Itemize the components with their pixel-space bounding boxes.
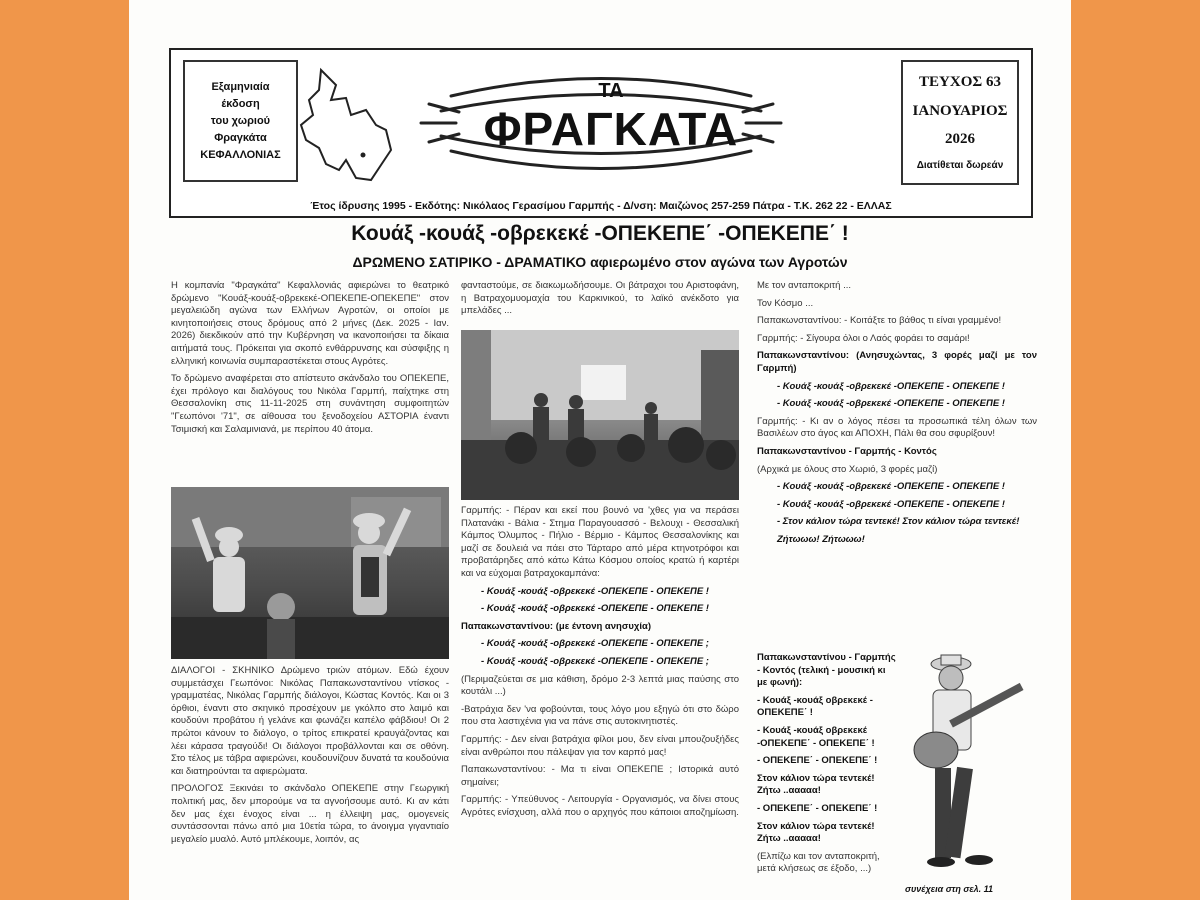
subheadline: ΔΡΩΜΕΝΟ ΣΑΤΙΡΙΚΟ - ΔΡΑΜΑΤΙΚΟ αφιερωμένο στον αγώνα των Αγροτών [352, 254, 848, 270]
paragraph: ΠΡΟΛΟΓΟΣ Ξεκινάει το σκάνδαλο ΟΠΕΚΕΠΕ στην Γεωργική πολιτική μας, δεν μπορούμε να τα αγνοήσουμε αυτό. Κι αν κάτι δεν μας έχει ένοχος είναι ... η έλλειψη μας, ομογενείς συντάσσονται πάνω από μια 10ετία τώρα, το άνοιγμα γιγαντιαίο μεγαλείο μυαλό. Αυτό μπλέκουμε, λοιπόν, ας [171, 783, 449, 845]
stage-note: -Βατράχια δεν 'να φοβούνται, τους λόγο μου εξηγώ ότι στο δώρο που στα λαστιχένια για να πάνε στις αυτοκινητιστές. [461, 703, 739, 728]
chant-line: - Κουάξ -κουάξ οβρεκεκέ -ΟΠΕΚΕΠΕ΄ - ΟΠΕΚΕΠΕ΄ ! [757, 724, 875, 749]
photo-performers [171, 487, 449, 659]
chant-line: - Κουάξ -κουάξ -οβρεκεκέ -ΟΠΕΚΕΠΕ - ΟΠΕΚΕΠΕ ! [481, 585, 709, 597]
speaker-line: Παπακωνσταντίνου: (με έντονη ανησυχία) [461, 620, 651, 632]
chant-line: - Κουάξ -κουάξ -οβρεκεκέ -ΟΠΕΚΕΠΕ - ΟΠΕΚΕΠΕ ! [777, 481, 1005, 493]
chant-line: - ΟΠΕΚΕΠΕ΄ - ΟΠΕΚΕΠΕ΄ ! [757, 755, 878, 767]
masthead-article: ΤΑ [598, 80, 624, 102]
masthead-title: ΦΡΑΓΚΑΤΑ [483, 103, 739, 155]
speaker-line: Γαρμπής: - Υπεύθυνος - Λειτουργία - Οργανισμός, να δίνει στους Αγρότες ενίσχυση, αλλά που ο αρχηγός που κάποιοι αποζημίωση. [461, 794, 739, 818]
paragraph: Η κομπανία "Φραγκάτα" Κεφαλλονιάς αφιερώνει το θεατρικό δρώμενο "Κουάξ-κουάξ-οβρεκεκέ-ΟΠΕΚΕΠΕ-ΟΠΕΚΕΠΕ" στον μεγαλειώδη αγώνα των Ελλήνων Αγροτών, οι οποίοι με κινητοποιήσεις στους δρόμους από 2 μήνες (Δεκ. 2025 - Ιαν. 2026) διεκδικούν από την Κυβέρνηση να ικανοποιήσει τα δίκαια αιτήματά τους. Πρόκειται για σκοπό ενθάρρυνσης και σύσφιξης η ελληνική κοινωνία συμπαραστέκεται στους Αγρότες. [171, 280, 449, 367]
masthead-left-line: Εξαμηνιαία [211, 80, 270, 93]
speaker-line: Γαρμπής: - Δεν είναι βατράχια φίλοι μου, δεν είναι μπουζουξήδες είναι ανθρώποι που πάλεψαν για τον καρπό μας! [461, 733, 739, 758]
paragraph: Τον Κόσμο ... [757, 297, 814, 309]
chant-line: - ΟΠΕΚΕΠΕ΄ - ΟΠΕΚΕΠΕ΄ ! [757, 802, 878, 814]
chant-line: - Κουάξ -κουάξ -οβρεκεκέ -ΟΠΕΚΕΠΕ - ΟΠΕΚΕΠΕ ; [481, 638, 709, 650]
speaker-line: Παπακωνσταντίνου: (Ανησυχώντας, 3 φορές μαζί με τον Γαρμπή) [757, 350, 1037, 374]
chant-line: - Κουάξ -κουάξ οβρεκεκέ - ΟΠΕΚΕΠΕ΄ ! [757, 694, 873, 719]
paragraph: Με τον ανταποκριτή ... [757, 280, 851, 291]
masthead-left-line: έκδοση [221, 97, 260, 110]
headline: Κουάξ -κουάξ -οβρεκεκέ -ΟΠΕΚΕΠΕ΄ -ΟΠΕΚΕΠΕ΄ ! [351, 222, 849, 245]
issue-month: ΙΑΝΟΥΑΡΙΟΣ [912, 102, 1008, 119]
kefalonia-map-icon [291, 60, 401, 190]
newspaper-page [129, 0, 1071, 900]
column-1 [171, 280, 449, 441]
speaker-line: Παπακωνσταντίνου - Γαρμπής - Κοντός (τελική - μουσική κι με φωνή): [757, 652, 896, 689]
stage-note: (Αρχικά με όλους στο Χωριό, 3 φορές μαζί) [757, 463, 938, 475]
chant-line: - Κουάξ -κουάξ -οβρεκεκέ -ΟΠΕΚΕΠΕ - ΟΠΕΚΕΠΕ ; [481, 655, 709, 667]
speaker-line: Γαρμπής: - Κι αν ο λόγος πέσει τα προσωπικά τέλη όλων των Βασιλέων στο άγος και ΑΠΟΧΗ, Πάλι θα σου σφυρίξουν! [757, 415, 1037, 440]
stage-note: (Ελπίζω και τον ανταποκριτή, μετά κλήσεως σε έξοδο, ...) [757, 850, 880, 875]
masthead [169, 48, 1033, 218]
masthead-issue-box [901, 60, 1019, 185]
speaker-line: Γαρμπής: - Σίγουρα όλοι ο Λαός φοράει το σαμάρι! [757, 332, 970, 344]
chant-line: Ζήτωωω! Ζήτωωω! [777, 533, 865, 545]
chant-line: - Κουάξ -κουάξ -οβρεκεκέ -ΟΠΕΚΕΠΕ - ΟΠΕΚΕΠΕ ! [777, 498, 1005, 510]
photo-audience [461, 330, 739, 500]
masthead-left-line: Φραγκάτα [214, 131, 267, 144]
free-distribution: Διατίθεται δωρεάν [916, 160, 1004, 172]
chant-line: Στον κάλιον τώρα τεντεκέ! Ζήτω ..ααααα! [757, 772, 875, 797]
column-2-lower [461, 505, 739, 824]
paragraph: Το δρώμενο αναφέρεται στο απίστευτο σκάνδαλο του ΟΠΕΚΕΠΕ, έχει πρόλογο και διαλόγους του Νικόλα Γαρμπή, παίχτηκε στη Θεσσαλονίκη στις 11-11-2025 στη συνάντηση συμφοιτητών "Γεωπόνοι '71", σε αίθουσα του ξενοδοχείου ΑΣΤΟΡΙΑ έναντι Τσιμισκή και Σαλαμινιανά, με περίπου 40 άτομα. [171, 373, 449, 435]
masthead-left-line: ΚΕΦΑΛΛΟΝΙΑΣ [200, 148, 281, 161]
chant-line: - Κουάξ -κουάξ -οβρεκεκέ -ΟΠΕΚΕΠΕ - ΟΠΕΚΕΠΕ ! [777, 380, 1005, 392]
chant-line: - Στον κάλιον τώρα τεντεκέ! Στον κάλιον τώρα τεντεκέ! [777, 516, 1020, 528]
column-1-lower [171, 665, 449, 851]
publisher-info: Έτος ίδρυσης 1995 - Εκδότης: Νικόλαος Γερασίμου Γαρμπής - Δ/νση: Μαιζώνος 257-259 Πάτρα - Τ.Κ. 262 22 - ΕΛΛΑΣ [310, 200, 892, 212]
continued-caption: συνέχεια στη σελ. 11 [905, 884, 993, 894]
guitarist-illustration [881, 650, 1041, 890]
paragraph: φανταστούμε, σε διακωμωδήσουμε. Οι βάτραχοι του Αριστοφάνη, η Βατραχομυομαχία του Καρκινικού, το λαϊκό ανέκδοτο για μπελάδες ... [461, 280, 739, 317]
speaker-line: Παπακωνσταντίνου: - Μα τι είναι ΟΠΕΚΕΠΕ ; Ιστορικά αυτό σημαίνει; [461, 764, 739, 788]
speaker-line: Παπακωνσταντίνου - Γαρμπής - Κοντός [757, 445, 937, 457]
paragraph: ΔΙΑΛΟΓΟΙ - ΣΚΗΝΙΚΟ Δρώμενο τριών ατόμων. Εδώ έχουν συμμετάσχει Γεωπόνοι: Νικόλας Παπακωνσταντίνου ντίσκος - γραμματέας, Νικόλας Γαρμπής διάλογοι, Κώστας Κοντός. Και οι 3 όρθιοι, έναντι στο σκηνικό προσέχουν με γκόλπο στο λαιμό και κουδούνι προβάτου ή γελάνε και φωνάζει καπέλο φάβδιου! Οι 2 πρώτοι κάνουν το διάλογο, ο τρίτος επικρατεί κραυγάζοντας και λέει κάρασα τραγούδι! Οι διάλογοι προβάλλονται και σε οθόνη. Στο τέλος με τάβρα αφιερώνει, κουδουνίζουν δυνατά τα κουδούνια και διατηρούνται τα αφιερώματα. [171, 665, 449, 777]
issue-number: ΤΕΥΧΟΣ 63 [919, 73, 1001, 90]
column-3-lower [757, 652, 897, 881]
masthead-left-box [183, 60, 298, 182]
issue-year: 2026 [945, 131, 975, 148]
stage-note: (Περιμαζεύεται σε μια κάθιση, δρόμο 2-3 λεπτά μιας παύσης στο κουτάλι ...) [461, 673, 739, 698]
chant-line: - Κουάξ -κουάξ -οβρεκεκέ -ΟΠΕΚΕΠΕ - ΟΠΕΚΕΠΕ ! [481, 603, 709, 615]
chant-line: Στον κάλιον τώρα τεντεκέ! Ζήτω ..ααααα! [757, 820, 875, 845]
masthead-left-line: του χωριού [210, 114, 271, 127]
column-3 [757, 280, 1037, 552]
paragraph: Γαρμπής: - Πέραν και εκεί που βουνό να 'χθες για να περάσει Πλατανάκι - Βάλια - Στημα Παραγουασσό - Βελουχι - Θεσσαλική Κάμπος Όλυμπος - Πήλιο - Βέρμιο - Κάμπος Θεσσαλονίκης και μαζί σε δουλειά να πάει στο Τάρταρο από μέρα κτηνοτρόφοι και προβατάρηδες από κάτω Κάτω Κόσμου οποίος κρατώ ή καρτέρι και να εύχομαι βατραχοκαμπάνα: [461, 505, 739, 579]
speaker-line: Παπακωνσταντίνου: - Κοιτάξτε το βάθος τι είναι γραμμένο! [757, 315, 1002, 327]
column-2 [461, 280, 739, 323]
chant-line: - Κουάξ -κουάξ -οβρεκεκέ -ΟΠΕΚΕΠΕ - ΟΠΕΚΕΠΕ ! [777, 398, 1005, 410]
